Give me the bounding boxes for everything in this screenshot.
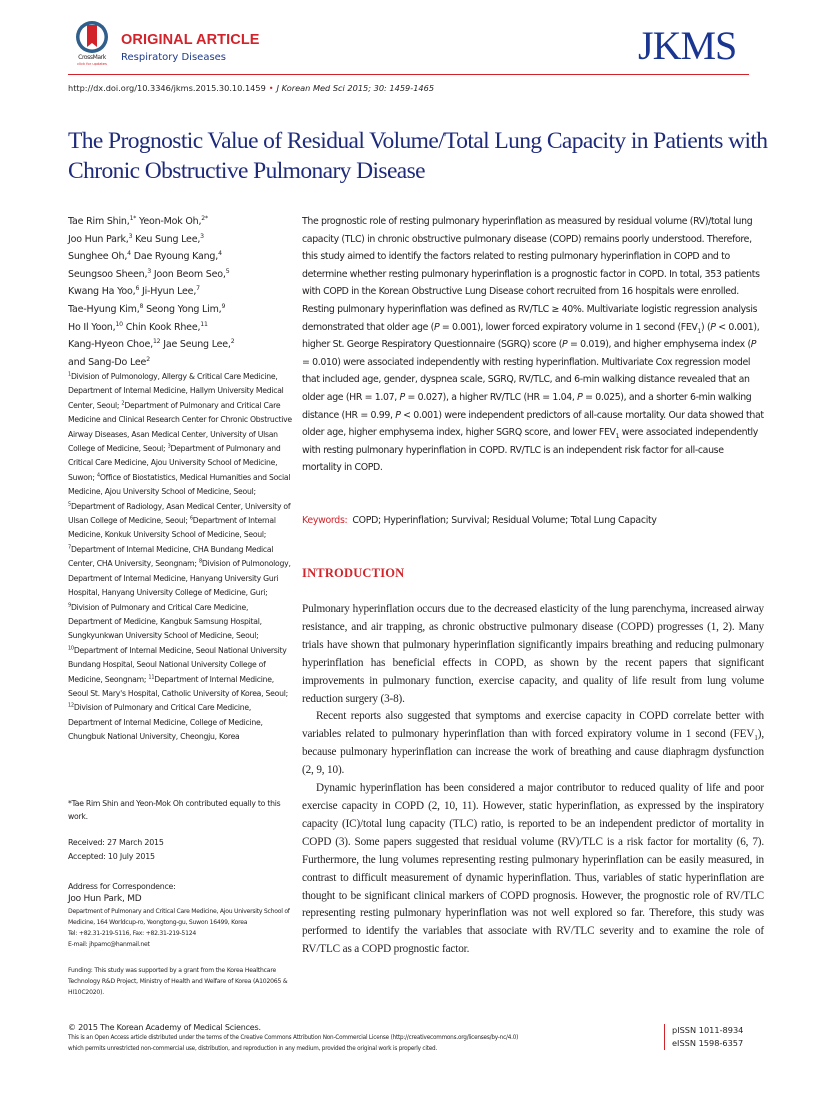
affiliation: $^{10}$Department of Internal Medicine, Seoul National University Bundang Hospital, Seoul National University College of Medicine, Seongnam; xyxy=(68,645,287,684)
print-issn: pISSN 1011-8934 xyxy=(672,1025,744,1035)
author-list xyxy=(68,213,293,371)
paragraph: Recent reports also suggested that symptoms and exercise capacity in COPD correlate better with variables related to pulmonary hyperinflation than with forced expiratory volume in 1 second $(FEV_1)$, because pulmonary hyperinflation can increase the work of breathing and cause diaphragm dysfunction (2, 9, 10). xyxy=(302,710,764,777)
affiliation: $^4$Office of Biostatistics, Medical Humanities and Social Medicine, Ajou University School of Medicine, Seoul; xyxy=(68,472,291,497)
license-line: which permits unrestricted non-commercial use, distribution, and reproduction in any medium, provided the original work is properly cited. xyxy=(68,1046,438,1052)
keywords-label: Keywords: xyxy=(302,515,348,526)
affiliation: $^8$Division of Pulmonology, Department of Internal Medicine, Hanyang University Guri Hospital, Hanyang University College of Medicine, Guri; xyxy=(68,558,291,598)
article-type: ORIGINAL ARTICLE xyxy=(121,32,260,48)
separator-bullet: • xyxy=(268,83,274,93)
article-title: The Prognostic Value of Residual Volume/Total Lung Capacity in Patients with Chronic Obstructive Pulmonary Disease xyxy=(68,128,768,184)
correspondence-address: Department of Pulmonary and Critical Care Medicine, Ajou University School of Medicine, 164 Worldcup-ro, Yeongtong-gu, Suwon 16499, Korea xyxy=(68,908,290,926)
author: Seungsoo Sheen,$^3$ xyxy=(68,267,152,280)
journal-citation: J Korean Med Sci 2015; 30: 1459-1465 xyxy=(276,83,435,93)
crossmark-label: CrossMark xyxy=(78,54,106,61)
equal-contribution-note: *Tae Rim Shin and Yeon-Mok Oh contributed equally to this work. xyxy=(68,799,281,821)
article-section: Respiratory Diseases xyxy=(121,52,227,63)
footer-divider xyxy=(664,1024,665,1050)
author: Joon Beom Seo,$^5$ xyxy=(153,267,230,280)
affiliation: $^7$Department of Internal Medicine, CHA Bundang Medical Center, CHA University, Seongnam; xyxy=(68,544,274,569)
author: Kwang Ha Yoo,$^6$ xyxy=(68,285,140,298)
author: Dae Ryoung Kang,$^4$ xyxy=(133,250,222,263)
affiliation: $^{11}$Department of Internal Medicine, Seoul St. Mary's Hospital, Catholic University of Korea, Seoul; xyxy=(68,673,288,698)
abstract: The prognostic role of resting pulmonary hyperinflation as measured by residual volume (RV)/total lung capacity (TLC) in chronic obstructive pulmonary disease (COPD) remains poorly understood. Therefore, this study aimed to identify the factors related to resting pulmonary hyperinflation in COPD and to determine whether resting pulmonary hyperinflation is a prognostic factor in COPD. In total, 353 patients with COPD in the Korean Obstructive Lung Disease cohort recruited from 16 hospitals were enrolled. Resting pulmonary hyperinflation was defined as RV/TLC ≥ 40%. Multivariate logistic regression analysis demonstrated that older age (P = 0.001), lower forced expiratory volume in 1 second $(FEV_1) (P < 0.001)$, higher St. George Respiratory Questionnaire (SGRQ) score (P = 0.019), and higher emphysema index (P = 0.010) were associated independently with resting hyperinflation. Multivariate Cox regression model that included age, gender, dyspnea scale, SGRQ, RV/TLC, and 6-min walking distance revealed that an older age (HR = 1.07, P = 0.027), a higher RV/TLC (HR = 1.04, P = 0.025), and a shorter 6-min walking distance (HR = 0.99, P < 0.001) were independent predictors of all-cause mortality. Our data showed that older age, higher emphysema index, higher SGRQ score, and lower $FEV_1$ were associated independently with resting pulmonary hyperinflation in COPD. RV/TLC is an independent risk factor for all-cause mortality in COPD. xyxy=(302,216,764,474)
affiliation: $^5$Department of Radiology, Asan Medical Center, University of Ulsan College of Medicine, Seoul; xyxy=(68,501,291,526)
keywords xyxy=(302,515,764,526)
accepted-date: Accepted: 10 July 2015 xyxy=(68,851,155,861)
author: Seong Yong Lim,$^9$ xyxy=(146,302,226,315)
author: Chin Kook Rhee,$^{11}$ xyxy=(125,320,208,333)
author: Tae-Hyung Kim,$^8$ xyxy=(68,302,144,315)
author: Joo Hun Park,$^3$ xyxy=(68,232,133,245)
correspondence-phone: Tel: +82.31-219-5116, Fax: +82.31-219-5124 xyxy=(68,930,196,937)
issn-block xyxy=(672,1024,743,1050)
author: Sunghee Oh,$^4$ xyxy=(68,250,131,263)
author: Tae Rim Shin,$^{1*}$ xyxy=(68,214,137,227)
section-heading-introduction: INTRODUCTION xyxy=(302,566,405,580)
article-dates xyxy=(68,836,293,863)
header-rule xyxy=(68,74,749,75)
doi-link[interactable]: http://dx.doi.org/10.3346/jkms.2015.30.10.1459 xyxy=(68,83,266,93)
affiliations xyxy=(68,370,293,745)
correspondence-name: Joo Hun Park, MD xyxy=(68,894,142,904)
author: and Sang-Do Lee$^2$ xyxy=(68,355,150,368)
funding-note: Funding: This study was supported by a grant from the Korea Healthcare Technology R&D Project, Ministry of Health and Welfare of Korea (A102065 & HI10C2020). xyxy=(68,967,288,996)
journal-logo: JKMS xyxy=(638,23,737,68)
affiliation: $^9$Division of Pulmonary and Critical Care Medicine, Department of Medicine, Kangbuk Samsung Hospital, Sungkyunkwan University School of Medicine, Seoul; xyxy=(68,601,262,641)
correspondence-block xyxy=(68,880,293,950)
author: Keu Sung Lee,$^3$ xyxy=(135,232,204,245)
introduction-body xyxy=(302,601,764,959)
paragraph: Pulmonary hyperinflation occurs due to the decreased elasticity of the lung parenchyma, increased airway resistance, and air trapping, as chronic obstructive pulmonary disease (COPD) progresses (1, 2). Many trials have shown that pulmonary hyperinflation significantly impairs breathing and reducing pulmonary hyperinflation has beneficial effects in COPD, as shown by the recent papers that significant improvements in pulmonary function, exercise capacity, and quality of life result from lung volume reduction surgery (3-8). xyxy=(302,603,764,705)
affiliation: $^3$Department of Pulmonary and Critical Care Medicine, Ajou University School of Medicine, Suwon; xyxy=(68,443,281,482)
author: Kang-Hyeon Choe,$^{12}$ xyxy=(68,338,161,351)
affiliation: $^6$Department of Internal Medicine, Konkuk University School of Medicine, Seoul; xyxy=(68,515,276,540)
affiliation: $^1$Division of Pulmonology, Allergy & Critical Care Medicine, Department of Internal Medicine, Hallym University Medical Center, Seoul; xyxy=(68,371,284,410)
footer-license xyxy=(68,1022,668,1055)
license-line: This is an Open Access article distributed under the terms of the Creative Commons Attribution Non-Commercial License (http://creativecommons.org/licenses/by-nc/4.0) xyxy=(68,1035,519,1041)
received-date: Received: 27 March 2015 xyxy=(68,838,164,847)
doi-citation-line xyxy=(68,83,434,93)
correspondence-label: Address for Correspondence: xyxy=(68,882,176,891)
author: Ho Il Yoon,$^{10}$ xyxy=(68,320,123,333)
affiliation: $^{12}$Division of Pulmonary and Critical Care Medicine, Department of Internal Medicine, College of Medicine, Chungbuk National University, Cheongju, Korea xyxy=(68,702,263,742)
copyright: © 2015 The Korean Academy of Medical Sciences. xyxy=(68,1023,261,1032)
author: Yeon-Mok Oh,$^{2*}$ xyxy=(139,214,208,227)
affiliation: $^2$Department of Pulmonary and Critical Care Medicine and Clinical Research Center for Chronic Obstructive Airway Diseases, Asan Medical Center, University of Ulsan College of Medicine, Seoul; xyxy=(68,400,292,454)
paragraph: Dynamic hyperinflation has been considered a major contributor to reduced quality of life and poor exercise capacity in COPD (2, 10, 11). However, static hyperinflation, as expressed by the inspiratory capacity (IC)/total lung capacity (TLC) ratio, is reported to be an independent predictor of mortality in COPD (3). Some papers suggested that residual volume (RV)/TLC is a risk factor for mortality (6, 7). Furthermore, the lung volumes representing resting pulmonary hyperinflation can be easily measured, in contrast to difficult measurement of dynamic hyperinflation. Thus, variables of static hyperinflation are thought to be significant clinical markers of COPD prognosis. However, the prognostic role of RV/TLC representing resting pulmonary hyperinflation was not well explored so far. Therefore, this study was performed to identify the variables that associate with RV/TLC severity and to examine the role of RV/TLC as a COPD prognostic factor. xyxy=(302,782,764,956)
crossmark-sublabel: click for updates xyxy=(77,62,107,66)
correspondence-email[interactable]: E-mail: jhpamc@hanmail.net xyxy=(68,941,150,948)
keywords-list: COPD; Hyperinflation; Survival; Residual Volume; Total Lung Capacity xyxy=(352,515,657,526)
author: Ji-Hyun Lee,$^7$ xyxy=(142,285,200,298)
electronic-issn: eISSN 1598-6357 xyxy=(672,1038,744,1048)
author: Jae Seung Lee,$^2$ xyxy=(163,338,235,351)
